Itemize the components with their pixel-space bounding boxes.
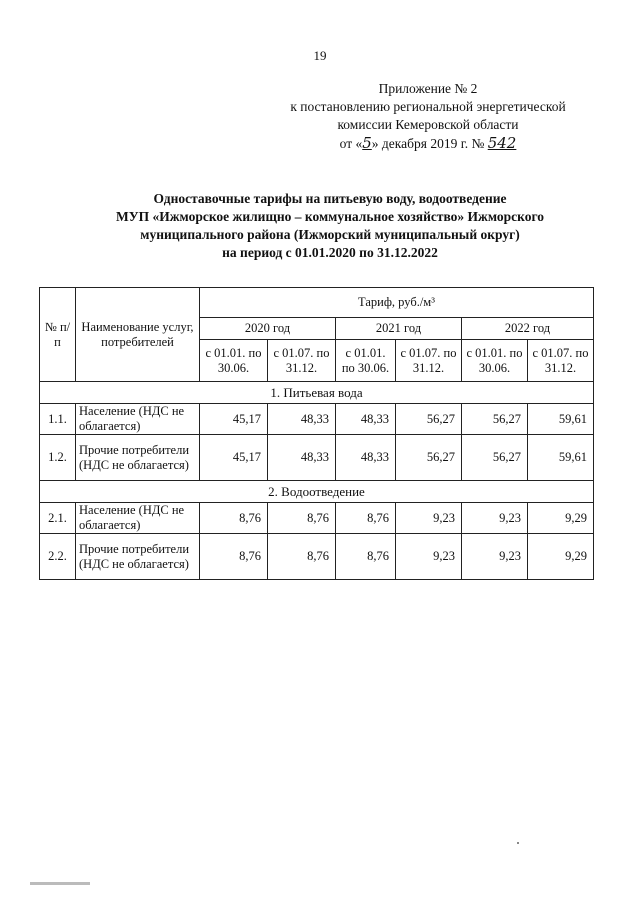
date-suffix: » декабря 2019 г. № bbox=[371, 136, 485, 151]
tariff-value: 56,27 bbox=[396, 435, 462, 481]
tariff-value: 48,33 bbox=[268, 404, 336, 435]
doc-number: 542 bbox=[487, 134, 517, 152]
tariff-value: 59,61 bbox=[528, 435, 594, 481]
tariff-value: 9,23 bbox=[396, 534, 462, 580]
header-period: с 01.07. по 31.12. bbox=[528, 340, 594, 382]
row-service: Население (НДС не облагается) bbox=[76, 404, 200, 435]
header-period: с 01.07. по 31.12. bbox=[396, 340, 462, 382]
tariff-value: 45,17 bbox=[200, 435, 268, 481]
row-service: Прочие потребители (НДС не облагается) bbox=[76, 435, 200, 481]
page-number: 19 bbox=[313, 48, 327, 63]
date-prefix: от « bbox=[339, 136, 363, 151]
section-title: 2. Водоотведение bbox=[40, 481, 594, 503]
tariff-value: 9,29 bbox=[528, 503, 594, 534]
row-service: Прочие потребители (НДС не облагается) bbox=[76, 534, 200, 580]
tariff-value: 9,23 bbox=[396, 503, 462, 534]
header-year: 2020 год bbox=[200, 318, 336, 340]
header-period: с 01.01. по 30.06. bbox=[462, 340, 528, 382]
appendix-line2: к постановлению региональной энергетической bbox=[290, 99, 566, 114]
title-line-4: на период с 01.01.2020 по 31.12.2022 bbox=[222, 245, 438, 260]
tariff-value: 8,76 bbox=[200, 503, 268, 534]
row-number: 1.2. bbox=[40, 435, 76, 481]
appendix-header bbox=[268, 80, 588, 153]
scan-speck bbox=[517, 842, 519, 844]
appendix-date bbox=[268, 134, 588, 153]
table-row bbox=[40, 503, 594, 534]
tariff-value: 9,23 bbox=[462, 503, 528, 534]
tariff-value: 9,29 bbox=[528, 534, 594, 580]
tariff-value: 8,76 bbox=[336, 503, 396, 534]
header-number: № п/п bbox=[40, 288, 76, 382]
header-tariff: Тариф, руб./м³ bbox=[200, 288, 594, 318]
header-period: с 01.07. по 31.12. bbox=[268, 340, 336, 382]
table-row bbox=[40, 404, 594, 435]
table-row bbox=[40, 534, 594, 580]
header-year: 2022 год bbox=[462, 318, 594, 340]
tariff-value: 56,27 bbox=[396, 404, 462, 435]
appendix-line3: комиссии Кемеровской области bbox=[337, 117, 519, 132]
tariff-value: 56,27 bbox=[462, 404, 528, 435]
section-title: 1. Питьевая вода bbox=[40, 382, 594, 404]
tariff-value: 8,76 bbox=[268, 503, 336, 534]
tariff-value: 8,76 bbox=[268, 534, 336, 580]
row-number: 2.1. bbox=[40, 503, 76, 534]
tariff-value: 48,33 bbox=[336, 404, 396, 435]
row-number: 1.1. bbox=[40, 404, 76, 435]
tariff-value: 59,61 bbox=[528, 404, 594, 435]
tariff-value: 56,27 bbox=[462, 435, 528, 481]
tariff-value: 48,33 bbox=[336, 435, 396, 481]
appendix-title: Приложение № 2 bbox=[378, 81, 478, 96]
title-line-2: МУП «Ижморское жилищно – коммунальное хозяйство» Ижморского bbox=[115, 209, 545, 224]
title-line-1: Одноставочные тарифы на питьевую воду, водоотведение bbox=[153, 191, 507, 206]
row-number: 2.2. bbox=[40, 534, 76, 580]
header-year: 2021 год bbox=[336, 318, 462, 340]
title-line-3: муниципального района (Ижморский муниципальный округ) bbox=[140, 227, 520, 242]
tariff-value: 48,33 bbox=[268, 435, 336, 481]
table-row bbox=[40, 435, 594, 481]
document-title bbox=[60, 190, 600, 262]
tariff-value: 9,23 bbox=[462, 534, 528, 580]
tariff-value: 8,76 bbox=[200, 534, 268, 580]
header-period: с 01.01. по 30.06. bbox=[336, 340, 396, 382]
tariff-table bbox=[39, 287, 594, 580]
tariff-value: 45,17 bbox=[200, 404, 268, 435]
row-service: Население (НДС не облагается) bbox=[76, 503, 200, 534]
scan-footer-mark bbox=[30, 882, 90, 885]
tariff-value: 8,76 bbox=[336, 534, 396, 580]
header-period: с 01.01. по 30.06. bbox=[200, 340, 268, 382]
header-service: Наименование услуг, потребителей bbox=[76, 288, 200, 382]
date-day: 5 bbox=[362, 134, 372, 152]
